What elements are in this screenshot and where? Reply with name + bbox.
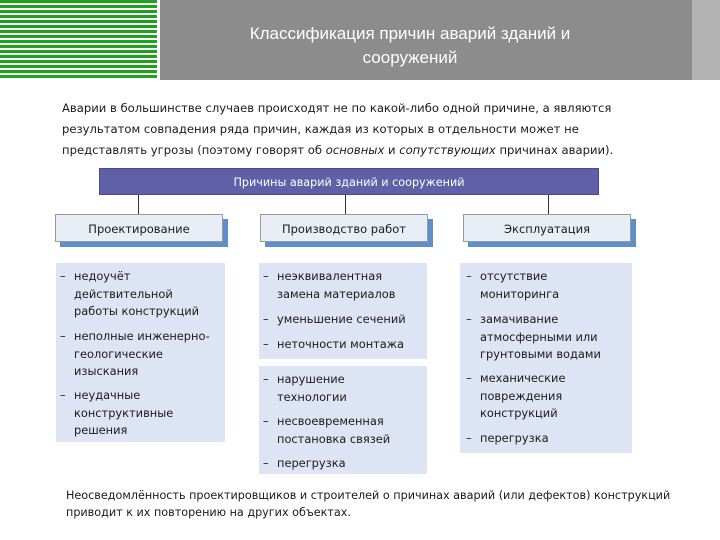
intro-emphasis-main: основных: [325, 143, 385, 157]
slide-title-line2: сооружений: [362, 48, 458, 67]
slide-title: [180, 22, 640, 70]
bullet-dash: –: [466, 269, 472, 283]
bullet-dash: –: [60, 269, 66, 283]
list-item: – несвоевременная постановка связей: [263, 414, 391, 446]
bullet-dash: –: [466, 312, 472, 326]
intro-paragraph: [62, 98, 662, 161]
category-operation: Эксплуатация: [463, 214, 631, 242]
list-item: – отсутствие мониторинга: [466, 269, 560, 301]
bullet-dash: –: [60, 388, 66, 402]
bullet-dash: –: [263, 312, 269, 326]
title-bar-corner: [692, 0, 720, 80]
list-item: – неудачные конструктивные решения: [60, 388, 174, 437]
intro-text-3: причинах аварии).: [495, 143, 614, 157]
root-causes-box: Причины аварий зданий и сооружений: [99, 168, 599, 195]
list-item: – неточности монтажа: [263, 336, 404, 354]
bullet-dash: –: [263, 269, 269, 283]
category-construction: Производство работ: [260, 214, 428, 242]
bullet-dash: –: [263, 414, 269, 428]
list-item: – недоучёт действительной работы конструкций: [60, 269, 200, 318]
list-item: – неэквивалентная замена материалов: [263, 269, 396, 301]
footer-note: Неосведомлённость проектировщиков и строителей о причинах аварий (или дефектов) конструкций приводит к их повторению на других объектах.: [66, 489, 671, 519]
list-item: – нарушение технологии: [263, 372, 347, 404]
intro-emphasis-accompanying: сопутствующих: [399, 143, 496, 157]
intro-text-2: и: [384, 143, 400, 157]
bullet-dash: –: [263, 372, 269, 386]
list-item: – замачивание атмосферными или грунтовыми водами: [466, 312, 601, 361]
bullet-dash: –: [60, 329, 66, 343]
intro-text-1: Аварии в большинстве случаев происходят не по какой-либо одной причине, а являются результатом совпадения ряда причин, каждая из которых в отдельности может не представлять угрозы (поэтому говорят об: [62, 101, 612, 157]
list-item: – перегрузка: [466, 430, 549, 448]
category-design: Проектирование: [55, 214, 223, 242]
list-item: – механические повреждения конструкций: [466, 371, 566, 420]
bullet-dash: –: [263, 337, 269, 351]
list-item: – неполные инженерно- геологические изыскания: [60, 329, 210, 378]
green-stripes-decoration: [0, 0, 157, 80]
bullet-dash: –: [466, 371, 472, 385]
bullet-dash: –: [263, 456, 269, 470]
list-item: – уменьшение сечений: [263, 311, 406, 329]
list-item: – перегрузка: [263, 455, 346, 473]
slide-title-line1: Классификация причин аварий зданий и: [249, 24, 571, 43]
bullet-dash: –: [466, 431, 472, 445]
